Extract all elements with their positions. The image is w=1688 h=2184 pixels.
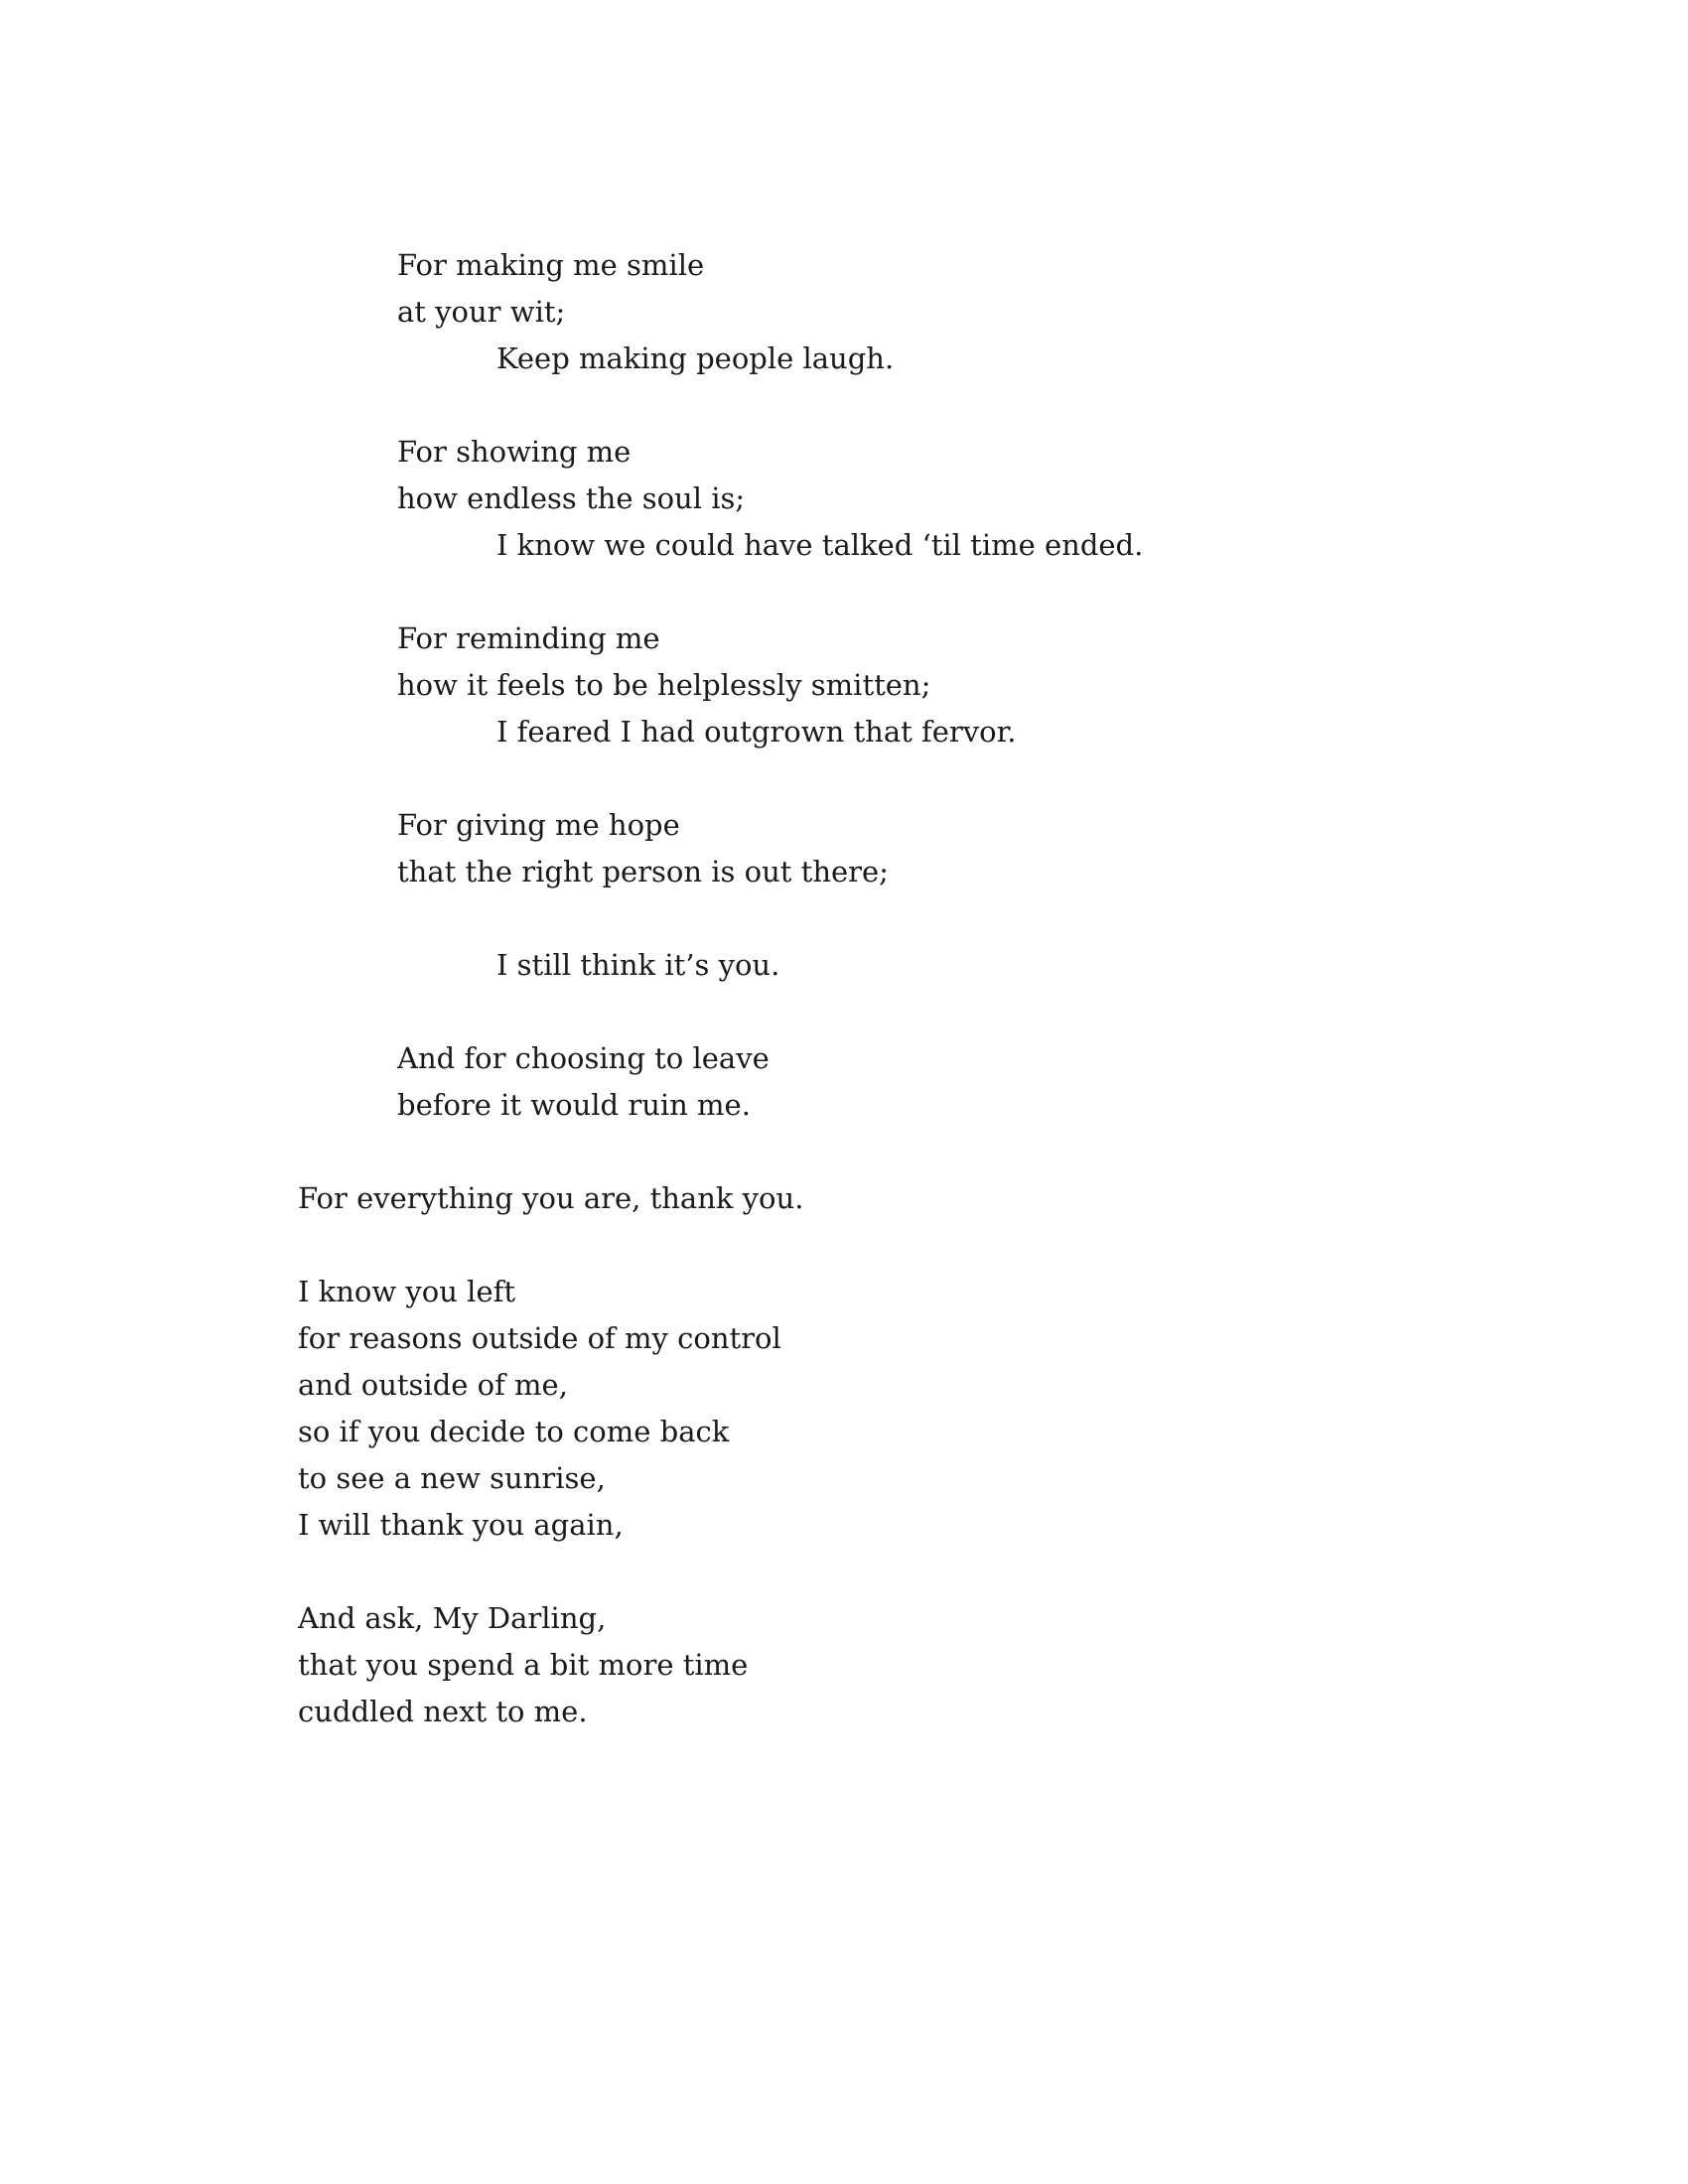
poem-line: Keep making people laugh. <box>496 341 895 375</box>
stanza <box>298 615 1489 755</box>
poem-line: at your wit; <box>397 295 566 329</box>
poem-line: For reminding me <box>397 621 660 655</box>
stanza <box>298 242 1489 382</box>
poem-line: before it would ruin me. <box>397 1088 751 1122</box>
poem-line: I know you left <box>298 1275 515 1308</box>
poem-body <box>298 242 1489 1735</box>
poem-line: I will thank you again, <box>298 1508 624 1542</box>
poem-line: For making me smile <box>397 248 705 282</box>
poem-line: how endless the soul is; <box>397 481 746 515</box>
poem-line: cuddled next to me. <box>298 1695 588 1728</box>
poem-line: For showing me <box>397 435 632 469</box>
poem-line: I still think it’s you. <box>496 948 780 982</box>
poem-line: And ask, My Darling, <box>298 1601 607 1635</box>
poem-line: I feared I had outgrown that fervor. <box>496 715 1017 749</box>
stanza <box>298 429 1489 569</box>
poem-line: and outside of me, <box>298 1368 568 1402</box>
stanza <box>298 942 1489 989</box>
poem-line: so if you decide to come back <box>298 1415 730 1448</box>
stanza-break <box>298 755 1489 802</box>
poem-line: And for choosing to leave <box>397 1041 770 1075</box>
stanza-break <box>298 989 1489 1035</box>
poem-line: that the right person is out there; <box>397 855 889 888</box>
stanza-break <box>298 1549 1489 1595</box>
poem-line: For giving me hope <box>397 808 680 842</box>
stanza <box>298 1269 1489 1549</box>
poem-line: For everything you are, thank you. <box>298 1181 804 1215</box>
stanza-break <box>298 382 1489 429</box>
stanza-break <box>298 895 1489 942</box>
stanza <box>298 1595 1489 1735</box>
poem-line: I know we could have talked ‘til time ended. <box>496 528 1144 562</box>
stanza <box>298 802 1489 895</box>
stanza <box>298 1175 1489 1222</box>
poem-line: that you spend a bit more time <box>298 1648 749 1682</box>
poem-line: for reasons outside of my control <box>298 1321 781 1355</box>
stanza <box>298 1035 1489 1129</box>
stanza-break <box>298 1129 1489 1175</box>
poem-line: to see a new sunrise, <box>298 1461 606 1495</box>
stanza-break <box>298 1222 1489 1269</box>
stanza-break <box>298 569 1489 615</box>
poem-line: how it feels to be helplessly smitten; <box>397 668 931 702</box>
